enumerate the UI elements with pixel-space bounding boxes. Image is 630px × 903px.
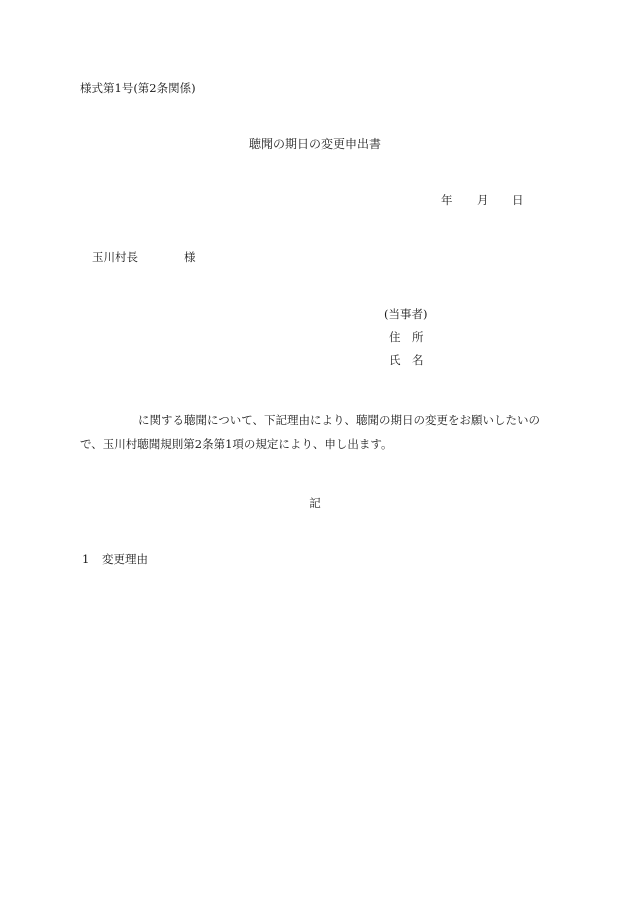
party-label: (当事者) (384, 307, 428, 321)
address-label: 住 所 (389, 330, 424, 344)
item-number: 1 (82, 552, 90, 566)
body-text-line-1: に関する聴聞について、下記理由により、聴聞の期日の変更をお願いしたいの (138, 413, 541, 427)
date-year-label: 年 (441, 193, 453, 207)
date-month-label: 月 (477, 193, 489, 207)
form-number: 様式第1号(第2条関係) (80, 81, 196, 95)
document-title: 聴聞の期日の変更申出書 (248, 137, 381, 151)
date-day-label: 日 (512, 193, 524, 207)
body-text-line-2: で、玉川村聴聞規則第2条第1項の規定により、申し出ます。 (80, 437, 393, 451)
addressee-honorific: 様 (184, 250, 196, 264)
ki-heading: 記 (309, 496, 321, 510)
name-label: 氏 名 (389, 353, 424, 367)
addressee-name: 玉川村長 (92, 250, 138, 264)
item-label: 変更理由 (102, 552, 148, 566)
